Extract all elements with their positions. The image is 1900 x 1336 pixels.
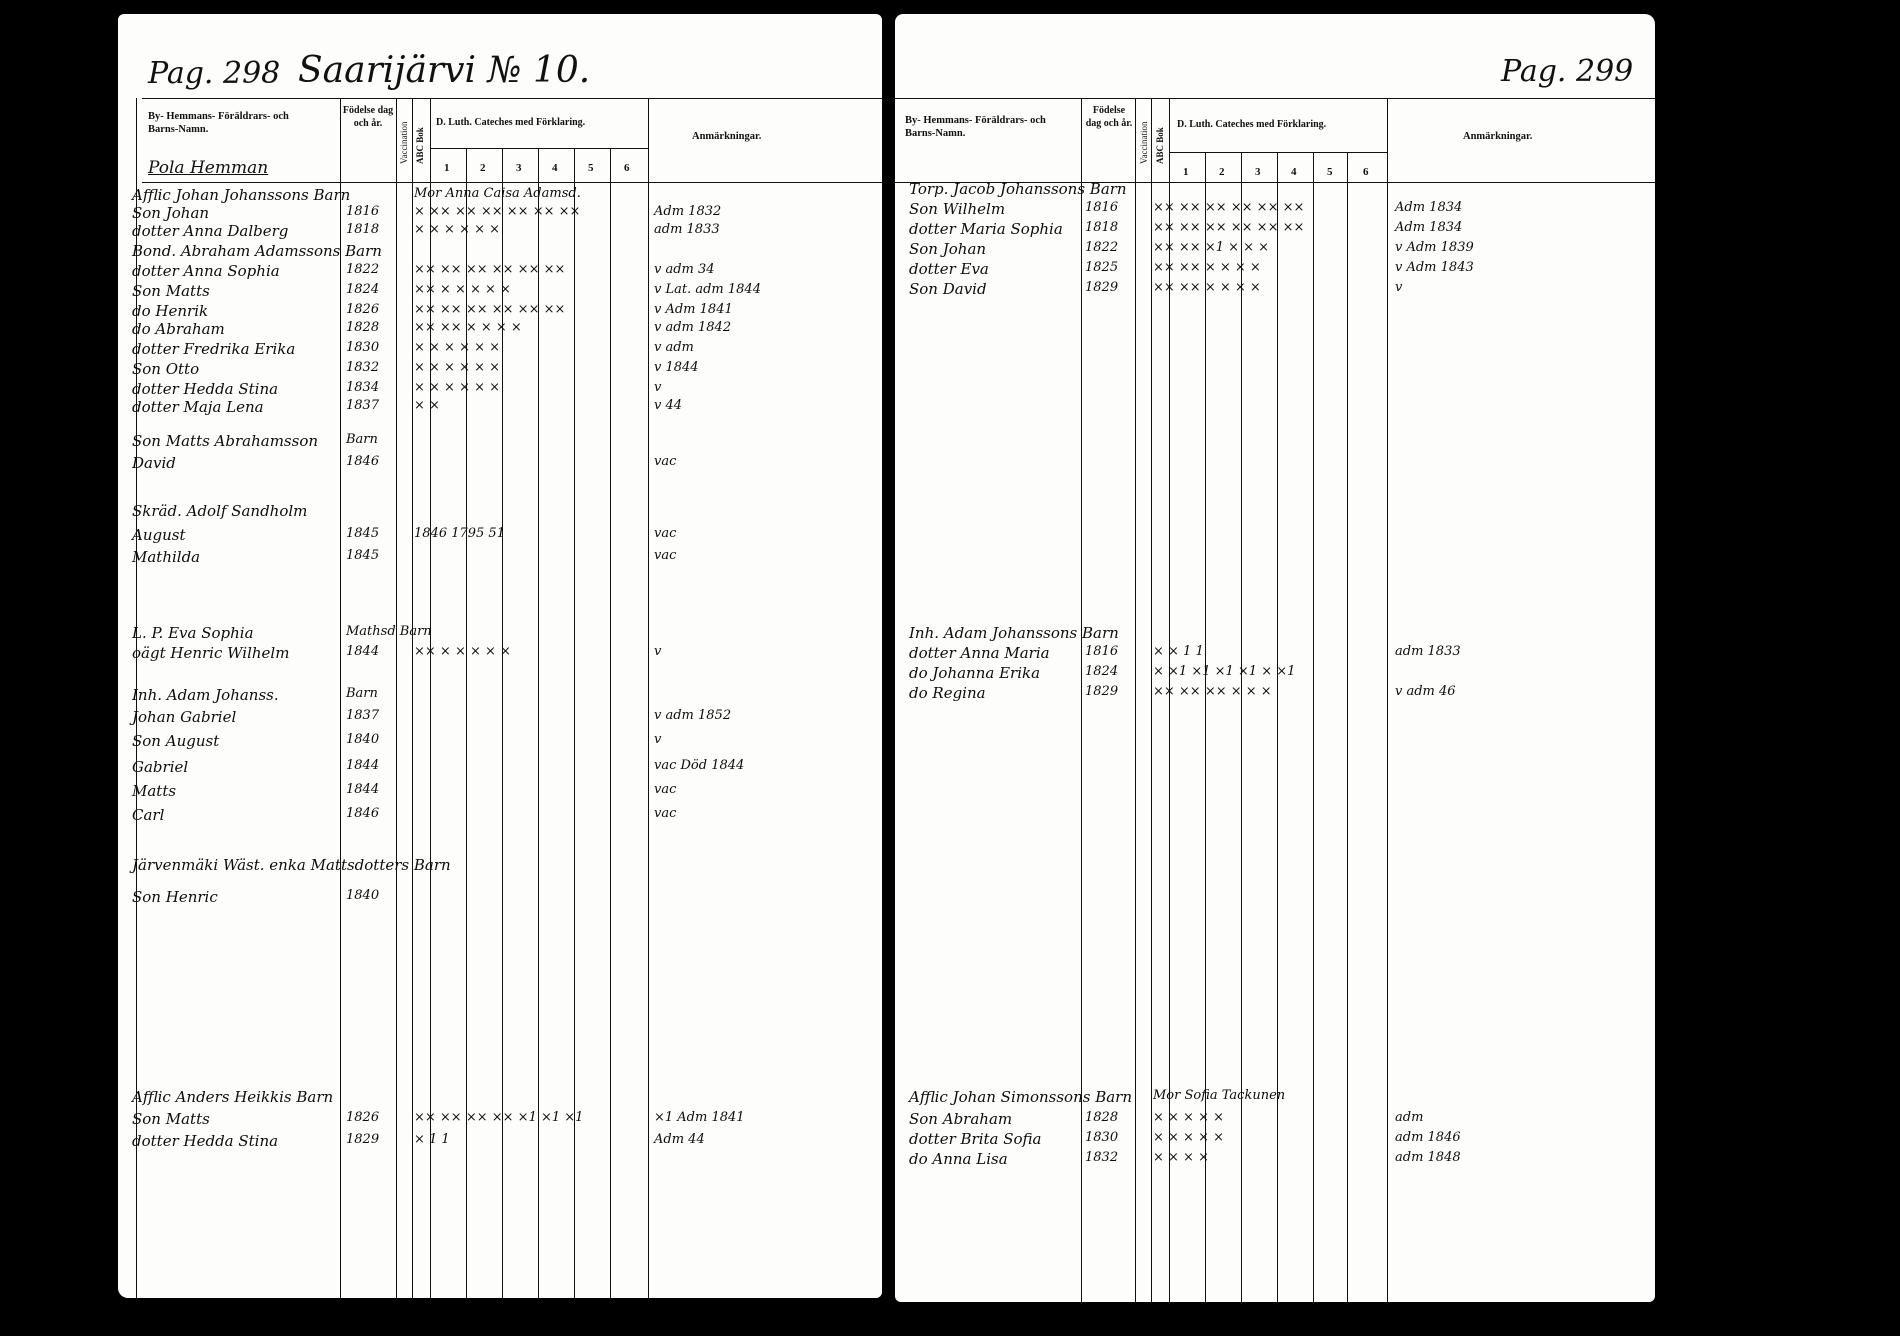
person-name: Skräd. Adolf Sandholm — [132, 502, 308, 520]
birth-year: 1832 — [1085, 1150, 1119, 1165]
left-page — [118, 14, 882, 1298]
cat-num-rule — [1169, 152, 1387, 153]
register-row — [118, 320, 878, 342]
person-name: Inh. Adam Johanssons Barn — [909, 624, 1119, 642]
register-row — [118, 856, 878, 878]
birth-year: Mathsd Barn — [346, 624, 432, 639]
birth-year: 1829 — [346, 1132, 380, 1147]
register-row — [118, 782, 878, 804]
register-row — [118, 758, 878, 780]
birth-year: Barn — [346, 432, 378, 447]
remark-text: Adm 1834 — [1395, 220, 1463, 235]
remark-text: vac — [654, 548, 677, 563]
person-name: Mathilda — [132, 548, 201, 566]
person-name: Son Abraham — [909, 1110, 1013, 1128]
person-name: Son August — [132, 732, 220, 750]
register-row — [895, 200, 1655, 222]
parish-title: Saarijärvi № 10. — [298, 50, 591, 91]
birth-year: 1846 — [346, 806, 380, 821]
abc-column-header: ABC Bok — [1155, 127, 1165, 164]
person-name: Son Matts — [132, 1110, 210, 1128]
person-name: Torp. Jacob Johanssons Barn — [909, 180, 1127, 198]
birth-year: 1834 — [346, 380, 380, 395]
birth-year: 1828 — [1085, 1110, 1119, 1125]
person-name: dotter Eva — [909, 260, 989, 278]
remark-text: v adm 46 — [1395, 684, 1456, 699]
catechism-marks: ×× ×× ×× ×× ×× ×× — [414, 302, 566, 317]
birth-year: 1818 — [1085, 220, 1119, 235]
person-name: dotter Fredrika Erika — [132, 340, 296, 358]
remark-text: v Adm 1839 — [1395, 240, 1474, 255]
birth-year: 1830 — [346, 340, 380, 355]
person-name: Bond. Abraham Adamssons Barn — [132, 242, 382, 260]
name-column-header: By- Hemmans- Föräldrars- och Barns-Namn. — [148, 111, 289, 135]
catechism-number-5: 5 — [588, 162, 594, 174]
register-row — [118, 644, 878, 666]
birth-year: 1844 — [346, 782, 380, 797]
catechism-marks: ×× ×× ×× ×× ×× ×× — [414, 262, 566, 277]
person-name: do Abraham — [132, 320, 225, 338]
catechism-marks: ×× ×× × × × × — [414, 320, 522, 335]
remark-text: v — [1395, 280, 1403, 295]
cat-num-rule — [430, 148, 648, 149]
register-row — [895, 240, 1655, 262]
register-row — [895, 644, 1655, 666]
remark-text: adm 1848 — [1395, 1150, 1461, 1165]
birth-column-header: Födelse dag och år. — [342, 105, 394, 129]
register-row — [118, 340, 878, 362]
name-column-header: By- Hemmans- Föräldrars- och Barns-Namn. — [905, 115, 1046, 139]
register-row — [118, 432, 878, 454]
catechism-marks: ×× ×× ×× ×× ×× ×× — [1153, 220, 1305, 235]
remark-text: v 44 — [654, 398, 683, 413]
catechism-marks: × × × × × × — [414, 380, 501, 395]
birth-year: 1824 — [1085, 664, 1119, 679]
register-row — [895, 684, 1655, 706]
person-name: August — [132, 526, 186, 544]
remark-text: v — [654, 644, 662, 659]
person-name: David — [132, 454, 176, 472]
remark-text: adm — [1395, 1110, 1424, 1125]
catechism-marks: ×× × × × × × — [414, 644, 511, 659]
person-name: Son Henric — [132, 888, 218, 906]
register-row — [118, 686, 878, 708]
register-row — [118, 454, 878, 476]
catechism-marks: ×× × × × × × — [414, 282, 511, 297]
person-name: do Henrik — [132, 302, 209, 320]
catechism-marks: ×× ×× × × × × — [1153, 280, 1261, 295]
person-name: Carl — [132, 806, 165, 824]
person-name: oägt Henric Wilhelm — [132, 644, 290, 662]
person-name: Matts — [132, 782, 177, 800]
farm-name: Pola Hemman — [148, 158, 269, 178]
birth-year: 1837 — [346, 398, 380, 413]
register-row — [118, 360, 878, 382]
register-row — [895, 624, 1655, 646]
register-row — [118, 732, 878, 754]
birth-year: 1822 — [346, 262, 380, 277]
person-name: Son Otto — [132, 360, 200, 378]
catechism-marks: × × × × × — [1153, 1130, 1224, 1145]
remark-text: Adm 1834 — [1395, 200, 1463, 215]
remark-text: v Lat. adm 1844 — [654, 282, 761, 297]
remark-text: v Adm 1841 — [654, 302, 733, 317]
remark-text: adm 1833 — [654, 222, 720, 237]
catechism-column-header: D. Luth. Cateches med Förklaring. — [1177, 119, 1327, 130]
register-row — [895, 260, 1655, 282]
catechism-number-4: 4 — [1291, 166, 1297, 178]
catechism-column-header: D. Luth. Cateches med Förklaring. — [436, 117, 586, 128]
birth-year: 1845 — [346, 526, 380, 541]
left-page-number: Pag. 298 — [148, 56, 281, 91]
catechism-marks: × 1 1 — [414, 1132, 450, 1147]
catechism-number-2: 2 — [1219, 166, 1225, 178]
register-row — [118, 398, 878, 420]
remark-text: v adm 1842 — [654, 320, 732, 335]
catechism-marks: ×× ×× × × × × — [1153, 260, 1261, 275]
birth-year: 1824 — [346, 282, 380, 297]
person-name: Son David — [909, 280, 987, 298]
register-row — [118, 242, 878, 264]
birth-year: 1826 — [346, 1110, 380, 1125]
register-row — [118, 548, 878, 570]
remark-text: adm 1833 — [1395, 644, 1461, 659]
birth-year: 1816 — [1085, 200, 1119, 215]
catechism-marks: ×× ×× ×× ×× ×× ×× — [1153, 200, 1305, 215]
remark-text: v — [654, 732, 662, 747]
person-name: dotter Maria Sophia — [909, 220, 1063, 238]
remark-text: ×1 Adm 1841 — [654, 1110, 745, 1125]
header-bottom-rule — [142, 182, 882, 183]
register-row — [895, 1150, 1655, 1172]
birth-year: 1825 — [1085, 260, 1119, 275]
person-name: do Johanna Erika — [909, 664, 1041, 682]
person-name: do Anna Lisa — [909, 1150, 1008, 1168]
register-row — [118, 1088, 878, 1110]
remark-text: v Adm 1843 — [1395, 260, 1474, 275]
catechism-marks: ×× ×× ×× ×× ×1 ×1 ×1 — [414, 1110, 584, 1125]
remark-text: v adm — [654, 340, 694, 355]
person-name: Inh. Adam Johanss. — [132, 686, 279, 704]
birth-year: 1816 — [1085, 644, 1119, 659]
register-row — [895, 220, 1655, 242]
remark-text: vac — [654, 526, 677, 541]
catechism-marks: × ×× ×× ×× ×× ×× ×× — [414, 204, 581, 219]
person-name: do Regina — [909, 684, 986, 702]
birth-year: 1818 — [346, 222, 380, 237]
register-row — [118, 888, 878, 910]
birth-year: 1829 — [1085, 280, 1119, 295]
birth-year: 1844 — [346, 644, 380, 659]
birth-year: 1816 — [346, 204, 380, 219]
remark-text: vac — [654, 806, 677, 821]
remark-text: v 1844 — [654, 360, 699, 375]
catechism-marks: × ×1 ×1 ×1 ×1 × ×1 — [1153, 664, 1296, 679]
catechism-number-5: 5 — [1327, 166, 1333, 178]
person-name: Son Johan — [132, 204, 210, 222]
person-name: dotter Brita Sofia — [909, 1130, 1042, 1148]
catechism-marks: × × × × × — [1153, 1110, 1224, 1125]
person-name: dotter Anna Maria — [909, 644, 1050, 662]
remark-text: vac — [654, 782, 677, 797]
header-top-rule — [142, 98, 882, 99]
catechism-marks: ×× ×× ×1 × × × — [1153, 240, 1270, 255]
catechism-number-1: 1 — [1183, 166, 1189, 178]
register-row — [895, 1130, 1655, 1152]
birth-column-header: Födelse dag och år. — [1085, 105, 1133, 129]
birth-year: 1830 — [1085, 1130, 1119, 1145]
vaccination-column-header: Vaccination — [399, 121, 409, 164]
abc-column-header: ABC Bok — [415, 127, 425, 164]
birth-year: 1845 — [346, 548, 380, 563]
register-row — [895, 180, 1655, 202]
person-name: dotter Hedda Stina — [132, 1132, 279, 1150]
remark-text: vac Död 1844 — [654, 758, 745, 773]
catechism-marks: Mor Sofia Tackunen — [1153, 1088, 1286, 1103]
catechism-marks: × × × × — [1153, 1150, 1209, 1165]
catechism-number-3: 3 — [1255, 166, 1261, 178]
person-name: Johan Gabriel — [132, 708, 237, 726]
birth-year: 1844 — [346, 758, 380, 773]
birth-year: 1837 — [346, 708, 380, 723]
catechism-number-4: 4 — [552, 162, 558, 174]
register-row — [118, 282, 878, 304]
remark-text: v adm 34 — [654, 262, 715, 277]
catechism-marks: × × × × × × — [414, 360, 501, 375]
person-name: dotter Anna Sophia — [132, 262, 280, 280]
register-row — [118, 222, 878, 244]
remark-text: vac — [654, 454, 677, 469]
person-name: L. P. Eva Sophia — [132, 624, 254, 642]
register-row — [895, 664, 1655, 686]
birth-year: 1826 — [346, 302, 380, 317]
register-row — [895, 1088, 1655, 1110]
remark-text: v — [654, 380, 662, 395]
birth-year: 1846 — [346, 454, 380, 469]
person-name: Son Matts — [132, 282, 210, 300]
person-name: Järvenmäki Wäst. enka Mattsdotters Barn — [132, 856, 451, 874]
catechism-marks: × × 1 1 — [1153, 644, 1204, 659]
birth-year: 1828 — [346, 320, 380, 335]
remark-text: adm 1846 — [1395, 1130, 1461, 1145]
person-name: Afflic Anders Heikkis Barn — [132, 1088, 334, 1106]
right-page-number: Pag. 299 — [1501, 54, 1634, 89]
register-row — [118, 806, 878, 828]
birth-year: 1829 — [1085, 684, 1119, 699]
remark-text: v adm 1852 — [654, 708, 732, 723]
catechism-marks: × × × × × × — [414, 222, 501, 237]
register-row — [118, 1110, 878, 1132]
remarks-column-header: Anmärkningar. — [692, 131, 762, 142]
birth-year: 1840 — [346, 888, 380, 903]
person-name: Son Matts Abrahamsson — [132, 432, 319, 450]
person-name: Gabriel — [132, 758, 189, 776]
catechism-marks: 1846 1795 51 — [414, 526, 505, 541]
register-row — [118, 624, 878, 646]
birth-year: 1822 — [1085, 240, 1119, 255]
birth-year: 1840 — [346, 732, 380, 747]
header-top-rule — [895, 98, 1655, 99]
register-row — [118, 1132, 878, 1154]
catechism-number-6: 6 — [624, 162, 630, 174]
catechism-marks: × × — [414, 398, 440, 413]
register-row — [895, 1110, 1655, 1132]
catechism-marks: × × × × × × — [414, 340, 501, 355]
catechism-marks: ×× ×× ×× × × × — [1153, 684, 1272, 699]
remark-text: Adm 44 — [654, 1132, 705, 1147]
person-name: Afflic Johan Johanssons Barn — [132, 186, 351, 204]
register-row — [118, 262, 878, 284]
person-name: Son Johan — [909, 240, 987, 258]
catechism-number-6: 6 — [1363, 166, 1369, 178]
catechism-marks: Mor Anna Caisa Adamsd. — [414, 186, 581, 201]
person-name: dotter Hedda Stina — [132, 380, 279, 398]
register-row — [118, 708, 878, 730]
book-spine — [880, 10, 896, 1305]
right-page — [895, 14, 1655, 1302]
vaccination-column-header: Vaccination — [1139, 121, 1149, 164]
person-name: dotter Maja Lena — [132, 398, 264, 416]
catechism-number-3: 3 — [516, 162, 522, 174]
register-row — [118, 526, 878, 548]
birth-year: 1832 — [346, 360, 380, 375]
person-name: Son Wilhelm — [909, 200, 1006, 218]
register-row — [118, 502, 878, 524]
remark-text: Adm 1832 — [654, 204, 722, 219]
catechism-number-1: 1 — [444, 162, 450, 174]
person-name: dotter Anna Dalberg — [132, 222, 289, 240]
birth-year: Barn — [346, 686, 378, 701]
register-row — [895, 280, 1655, 302]
catechism-number-2: 2 — [480, 162, 486, 174]
remarks-column-header: Anmärkningar. — [1463, 131, 1533, 142]
person-name: Afflic Johan Simonssons Barn — [909, 1088, 1133, 1106]
